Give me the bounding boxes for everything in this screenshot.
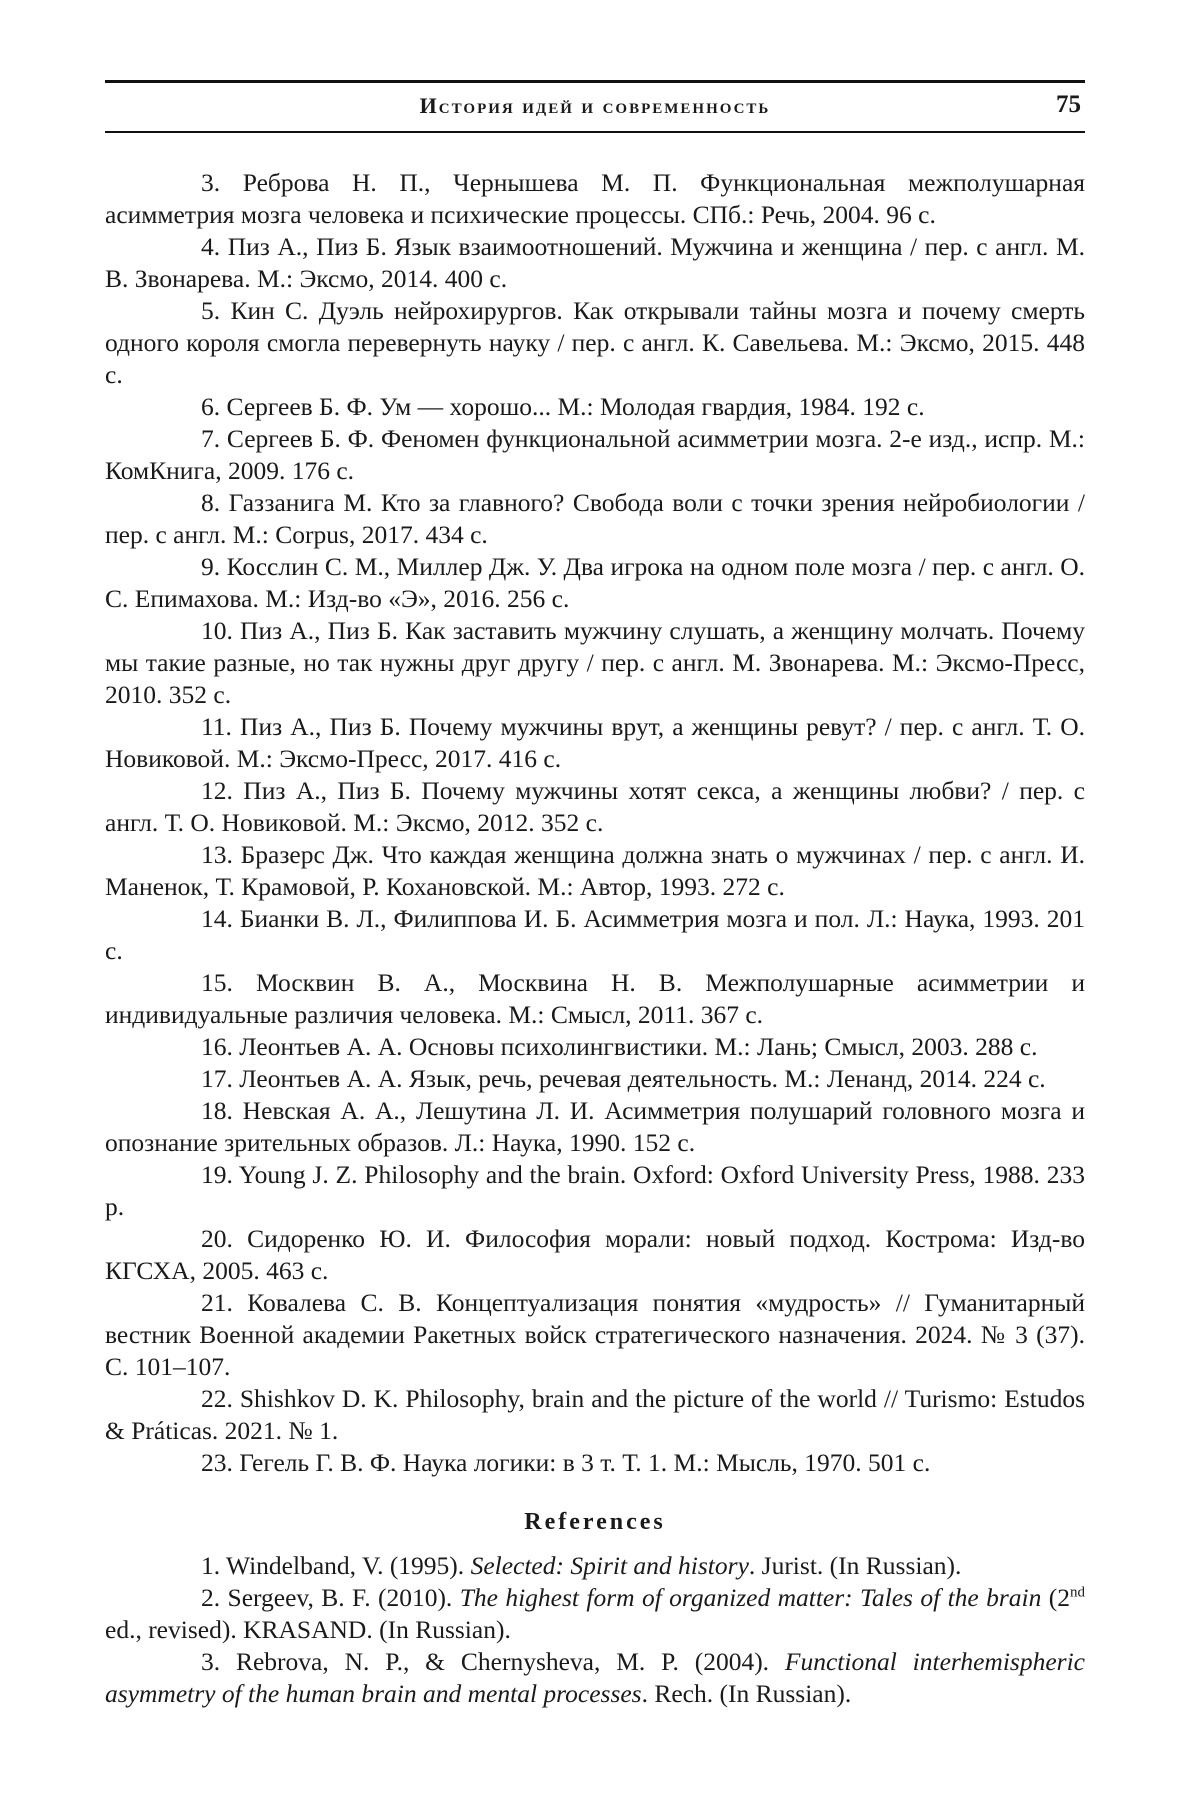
entry-number: 2. xyxy=(201,1583,221,1612)
entry-text: Shishkov D. K. Philosophy, brain and the picture of the world // Turismo: Estudos & Práticas. 2021. № 1. xyxy=(105,1384,1085,1445)
bibliography-entry xyxy=(105,551,1085,615)
entry-number: 3. xyxy=(201,168,221,197)
bibliography-entry xyxy=(105,1063,1085,1095)
journal-page xyxy=(105,80,1085,1710)
entry-number: 20. xyxy=(201,1224,233,1253)
entry-text: Пиз А., Пиз Б. Почему мужчины хотят секса, а женщины любви? / пер. с англ. Т. О. Новиковой. М.: Эксмо, 2012. 352 с. xyxy=(105,776,1086,837)
entry-text-post: . Rech. (In Russian). xyxy=(641,1679,852,1708)
bibliography-entry xyxy=(105,167,1085,231)
bibliography-list xyxy=(105,167,1085,1479)
entry-number: 9. xyxy=(201,552,221,581)
bibliography-entry xyxy=(105,487,1085,551)
entry-number: 11. xyxy=(201,712,232,741)
bibliography-entry xyxy=(105,1159,1085,1223)
bibliography-entry xyxy=(105,1223,1085,1287)
running-title: История идей и современность xyxy=(419,93,771,118)
entry-text: Young J. Z. Philosophy and the brain. Oxford: Oxford University Press, 1988. 233 p. xyxy=(105,1160,1085,1221)
entry-number: 6. xyxy=(201,392,221,421)
entry-number: 22. xyxy=(201,1384,233,1413)
references-heading: References xyxy=(524,1509,666,1535)
entry-text: Сидоренко Ю. И. Философия морали: новый подход. Кострома: Изд-во КГСХА, 2005. 463 с. xyxy=(105,1224,1085,1285)
entry-text: Сергеев Б. Ф. Ум — хорошо... М.: Молодая гвардия, 1984. 192 с. xyxy=(226,392,925,421)
entry-text-pre: Rebrova, N. P., & Chernysheva, M. P. (2004). xyxy=(235,1647,785,1676)
bibliography-entry xyxy=(105,423,1085,487)
entry-text: Москвин В. А., Москвина Н. В. Межполушарные асимметрии и индивидуальные различия человека. М.: Смысл, 2011. 367 с. xyxy=(105,968,1085,1029)
entry-superscript: nd xyxy=(1070,1584,1085,1601)
page-number: 75 xyxy=(1056,91,1081,118)
bibliography-entry xyxy=(105,615,1085,711)
entry-text-post: . Jurist. (In Russian). xyxy=(748,1551,962,1580)
entry-text-pre: Sergeev, B. F. (2010). xyxy=(227,1583,460,1612)
bibliography-entry xyxy=(105,1383,1085,1447)
entry-text: Газзанига М. Кто за главного? Свобода воли с точки зрения нейробиологии / пер. с англ. М.: Corpus, 2017. 434 с. xyxy=(105,488,1085,549)
entry-number: 5. xyxy=(201,296,221,325)
entry-number: 18. xyxy=(201,1096,233,1125)
entry-text: Реброва Н. П., Чернышева М. П. Функциональная межполушарная асимметрия мозга человека и психические процессы. СПб.: Речь, 2004. 96 с. xyxy=(105,168,1085,229)
bibliography-entry xyxy=(105,295,1085,391)
bibliography-entry xyxy=(105,1031,1085,1063)
entry-title: Selected: Spirit and history xyxy=(470,1551,749,1580)
entry-text: Бразерс Дж. Что каждая женщина должна знать о мужчинах / пер. с англ. И. Маненок, Т. Крамовой, Р. Кохановской. М.: Автор, 1993. 272 с. xyxy=(105,840,1085,901)
entry-text: Сергеев Б. Ф. Феномен функциональной асимметрии мозга. 2-е изд., испр. М.: КомКнига, 2009. 176 с. xyxy=(105,424,1086,485)
entry-text-mid: (2 xyxy=(1041,1583,1070,1612)
entry-text: Косслин С. М., Миллер Дж. У. Два игрока на одном поле мозга / пер. с англ. О. С. Епимахова. М.: Изд-во «Э», 2016. 256 с. xyxy=(105,552,1086,613)
entry-number: 4. xyxy=(201,232,221,261)
entry-number: 21. xyxy=(201,1288,233,1317)
bibliography-entry xyxy=(105,1447,1085,1479)
running-header xyxy=(105,80,1085,133)
entry-text: Невская А. А., Лешутина Л. И. Асимметрия полушарий головного мозга и опознание зрительных образов. Л.: Наука, 1990. 152 с. xyxy=(105,1096,1085,1157)
entry-number: 15. xyxy=(201,968,233,997)
entry-number: 12. xyxy=(201,776,233,805)
bibliography-entry xyxy=(105,1287,1085,1383)
reference-entry xyxy=(105,1550,1085,1582)
bibliography-entry xyxy=(105,1095,1085,1159)
bibliography-entry xyxy=(105,231,1085,295)
entry-title: The highest form of organized matter: Tales of the brain xyxy=(459,1583,1042,1612)
bibliography-entry xyxy=(105,711,1085,775)
bibliography-entry xyxy=(105,967,1085,1031)
entry-text: Гегель Г. В. Ф. Наука логики: в 3 т. Т. 1. М.: Мысль, 1970. 501 с. xyxy=(239,1448,931,1477)
bibliography-entry xyxy=(105,775,1085,839)
entry-number: 3. xyxy=(201,1647,221,1676)
entry-number: 19. xyxy=(201,1160,233,1189)
entry-number: 13. xyxy=(201,840,233,869)
reference-entry xyxy=(105,1582,1085,1646)
entry-text: Пиз А., Пиз Б. Почему мужчины врут, а женщины ревут? / пер. с англ. Т. О. Новиковой. М.: Эксмо-Пресс, 2017. 416 с. xyxy=(105,712,1085,773)
entry-text: Пиз А., Пиз Б. Как заставить мужчину слушать, а женщину молчать. Почему мы такие разные, но так нужны друг другу / пер. с англ. М. Звонарева. М.: Эксмо-Пресс, 2010. 352 с. xyxy=(105,616,1085,709)
entry-text-post: ed., revised). KRASAND. (In Russian). xyxy=(105,1615,511,1644)
entry-number: 23. xyxy=(201,1448,233,1477)
bibliography-entry xyxy=(105,903,1085,967)
entry-text: Бианки В. Л., Филиппова И. Б. Асимметрия мозга и пол. Л.: Наука, 1993. 201 с. xyxy=(105,904,1086,965)
entry-number: 7. xyxy=(201,424,221,453)
reference-entry xyxy=(105,1646,1085,1710)
entry-number: 8. xyxy=(201,488,221,517)
entry-number: 1. xyxy=(201,1551,221,1580)
entry-text: Леонтьев А. А. Язык, речь, речевая деятельность. М.: Ленанд, 2014. 224 с. xyxy=(239,1064,1046,1093)
bibliography-entry xyxy=(105,839,1085,903)
entry-title: Functional interhemispheric asymmetry of the human brain and mental processes xyxy=(105,1647,1085,1708)
entry-text-pre: Windelband, V. (1995). xyxy=(226,1551,471,1580)
entry-text: Кин С. Дуэль нейрохирургов. Как открывали тайны мозга и почему смерть одного короля смогла перевернуть науку / пер. с англ. К. Савельева. М.: Эксмо, 2015. 448 с. xyxy=(105,296,1086,389)
entry-number: 10. xyxy=(201,616,233,645)
entry-text: Ковалева С. В. Концептуализация понятия «мудрость» // Гуманитарный вестник Военной академии Ракетных войск стратегического назначения. 2024. № 3 (37). С. 101–107. xyxy=(105,1288,1085,1381)
entry-text: Пиз А., Пиз Б. Язык взаимоотношений. Мужчина и женщина / пер. с англ. М. В. Звонарева. М.: Эксмо, 2014. 400 с. xyxy=(105,232,1085,293)
entry-number: 14. xyxy=(201,904,233,933)
bibliography-entry xyxy=(105,391,1085,423)
entry-number: 16. xyxy=(201,1032,233,1061)
references-list xyxy=(105,1550,1085,1710)
entry-number: 17. xyxy=(201,1064,233,1093)
entry-text: Леонтьев А. А. Основы психолингвистики. М.: Лань; Смысл, 2003. 288 с. xyxy=(239,1032,1038,1061)
